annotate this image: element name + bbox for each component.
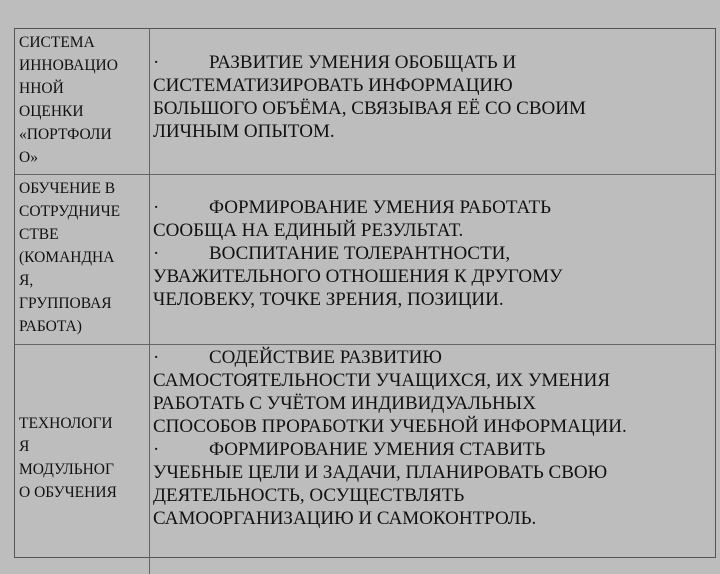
goal-line xyxy=(153,392,713,415)
method-name-line: ГРУППОВАЯ xyxy=(19,295,112,312)
goal-text: УЧЕБНЫЕ ЦЕЛИ И ЗАДАЧИ, ПЛАНИРОВАТЬ СВОЮ xyxy=(153,462,608,483)
goal-line xyxy=(153,415,713,438)
method-name-line: О ОБУЧЕНИЯ xyxy=(19,484,117,501)
goal-text: САМООРГАНИЗАЦИЮ И САМОКОНТРОЛЬ. xyxy=(153,508,537,529)
method-name-cell xyxy=(19,412,149,504)
goal-line xyxy=(153,484,713,507)
table-row-portfolio xyxy=(15,29,715,175)
goal-line xyxy=(153,196,713,219)
goal-text: УВАЖИТЕЛЬНОГО ОТНОШЕНИЯ К ДРУГОМУ xyxy=(153,266,563,287)
method-name-cell xyxy=(19,31,149,169)
goal-text: ВОСПИТАНИЕ ТОЛЕРАНТНОСТИ, xyxy=(209,243,511,264)
table-row-cooperation xyxy=(15,174,715,345)
column-divider xyxy=(149,29,150,174)
goal-text: ЧЕЛОВЕКУ, ТОЧКЕ ЗРЕНИЯ, ПОЗИЦИИ. xyxy=(153,289,504,310)
method-name-line: (КОМАНДНА xyxy=(19,249,115,266)
method-name-line: СТВЕ xyxy=(19,226,59,243)
method-name-line: ННОЙ xyxy=(19,80,64,97)
method-name-line: СИСТЕМА xyxy=(19,34,95,51)
goal-line xyxy=(153,461,713,484)
method-name-line: Я, xyxy=(19,272,34,289)
goal-line xyxy=(153,288,713,311)
goal-text: САМОСТОЯТЕЛЬНОСТИ УЧАЩИХСЯ, ИХ УМЕНИЯ xyxy=(153,370,611,391)
method-name-line: ОЦЕНКИ xyxy=(19,103,84,120)
goal-line xyxy=(153,346,713,369)
method-name-line: МОДУЛЬНОГ xyxy=(19,461,114,478)
goal-text: ФОРМИРОВАНИЕ УМЕНИЯ РАБОТАТЬ xyxy=(209,197,552,218)
goal-text: ЛИЧНЫМ ОПЫТОМ. xyxy=(153,121,335,142)
goal-text: РАБОТАТЬ С УЧЁТОМ ИНДИВИДУАЛЬНЫХ xyxy=(153,393,536,414)
goal-text: СИСТЕМАТИЗИРОВАТЬ ИНФОРМАЦИЮ xyxy=(153,75,513,96)
bullet-marker: · xyxy=(153,52,160,73)
column-divider xyxy=(149,174,150,344)
method-name-cell xyxy=(19,177,149,338)
goal-line xyxy=(153,120,713,143)
method-name-line: ИННОВАЦИО xyxy=(19,57,118,74)
goal-line xyxy=(153,242,713,265)
method-goals-cell xyxy=(153,346,713,530)
goal-line xyxy=(153,74,713,97)
goal-line xyxy=(153,507,713,530)
method-name-line: ТЕХНОЛОГИ xyxy=(19,415,113,432)
goal-text: БОЛЬШОГО ОБЪЁМА, СВЯЗЫВАЯ ЕЁ СО СВОИМ xyxy=(153,98,586,119)
method-name-line: СОТРУДНИЧЕ xyxy=(19,203,121,220)
goal-line xyxy=(153,438,713,461)
goal-text: ФОРМИРОВАНИЕ УМЕНИЯ СТАВИТЬ xyxy=(209,439,546,460)
goal-text: ДЕЯТЕЛЬНОСТЬ, ОСУЩЕСТВЛЯТЬ xyxy=(153,485,465,506)
goal-text: СПОСОБОВ ПРОРАБОТКИ УЧЕБНОЙ ИНФОРМАЦИИ. xyxy=(153,416,627,437)
method-name-line: «ПОРТФОЛИ xyxy=(19,126,112,143)
method-name-line: ОБУЧЕНИЕ В xyxy=(19,180,116,197)
goal-line xyxy=(153,369,713,392)
method-goals-cell xyxy=(153,51,713,143)
goal-line xyxy=(153,219,713,242)
bullet-marker: · xyxy=(153,439,160,460)
goal-text: СООБЩА НА ЕДИНЫЙ РЕЗУЛЬТАТ. xyxy=(153,220,464,241)
bullet-marker: · xyxy=(153,243,160,264)
goal-line xyxy=(153,97,713,120)
method-name-line: РАБОТА) xyxy=(19,318,82,335)
method-name-line: О» xyxy=(19,149,38,166)
methods-table xyxy=(14,28,716,558)
goal-line xyxy=(153,51,713,74)
goal-text: РАЗВИТИЕ УМЕНИЯ ОБОБЩАТЬ И xyxy=(209,52,517,73)
bullet-marker: · xyxy=(153,197,160,218)
method-name-line: Я xyxy=(19,438,30,455)
method-goals-cell xyxy=(153,196,713,311)
goal-line xyxy=(153,265,713,288)
bullet-marker: · xyxy=(153,347,160,368)
goal-text: СОДЕЙСТВИЕ РАЗВИТИЮ xyxy=(209,347,442,368)
